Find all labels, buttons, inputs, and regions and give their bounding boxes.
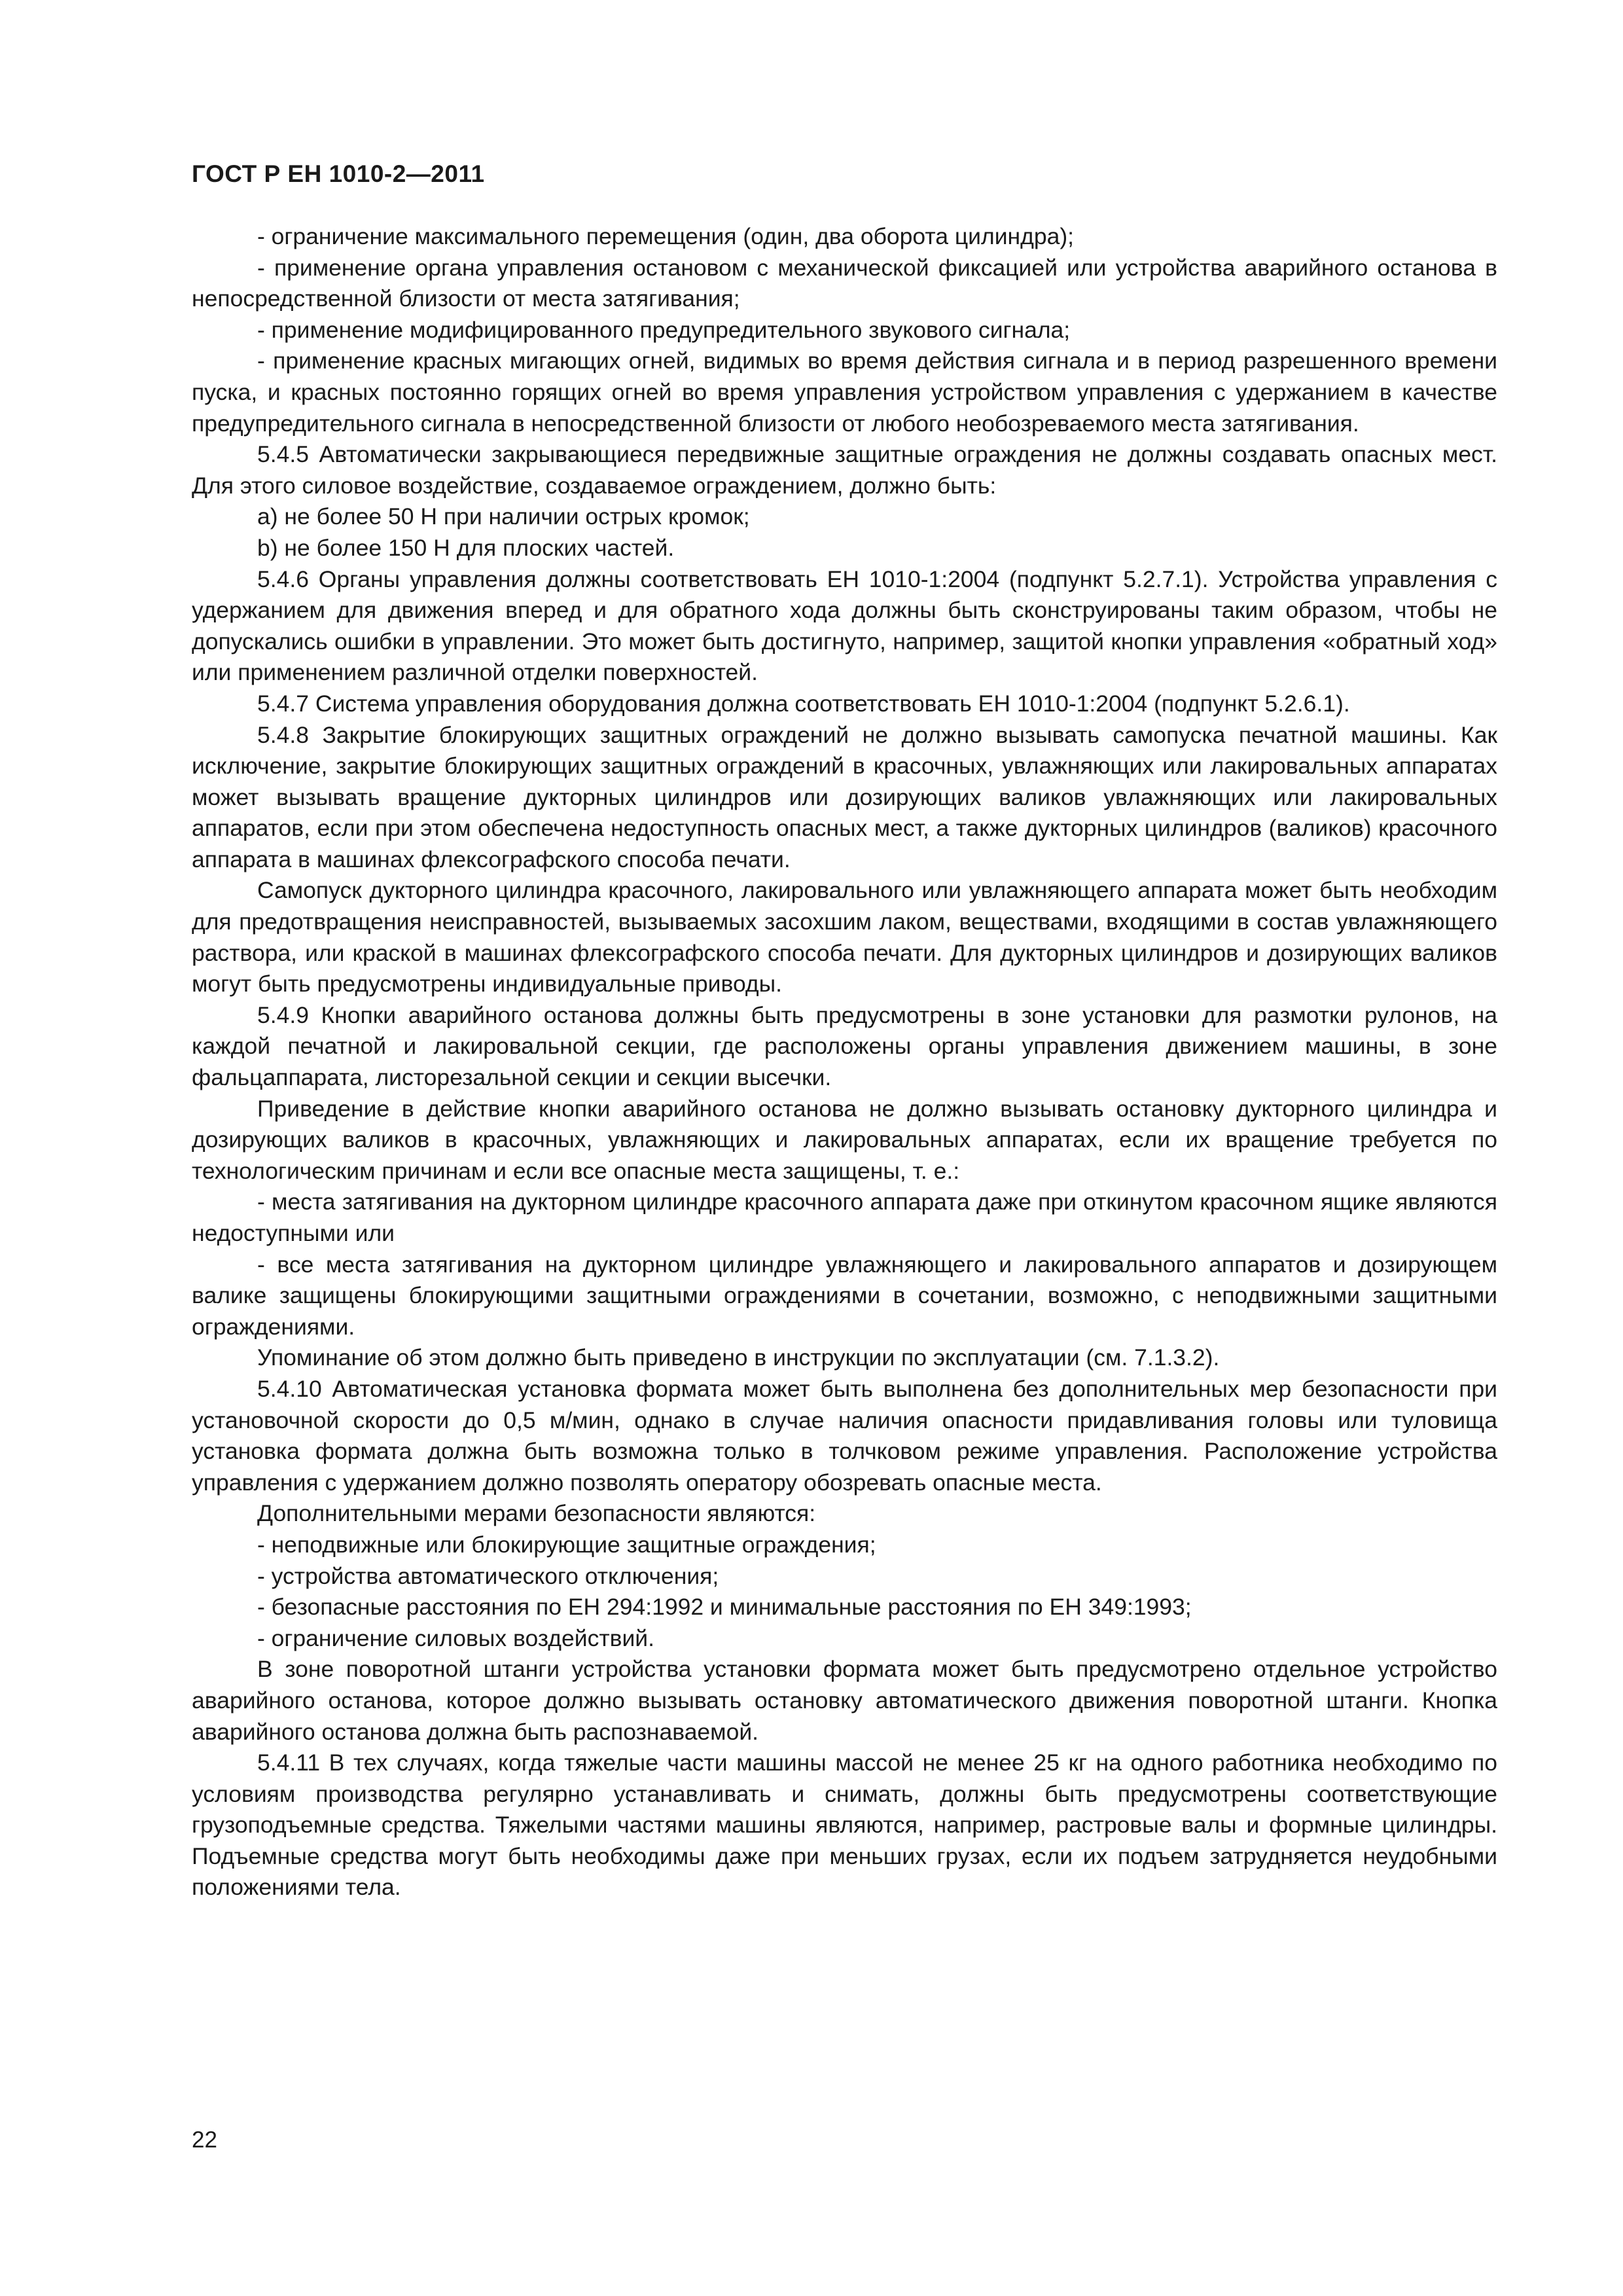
document-header-title: ГОСТ Р ЕН 1010-2—2011 bbox=[192, 160, 485, 187]
clause-5-4-6: 5.4.6 Органы управления должны соответствовать ЕН 1010-1:2004 (подпункт 5.2.7.1). Устройства управления с удержанием для движения вперед и для обратного хода должны быть сконструированы таким образом, чтобы не допускались ошибки в управлении. Это может быть достигнуто, например, защитой кнопки управления «обратный ход» или применением различной отделки поверхностей. bbox=[192, 565, 1497, 686]
paragraph: Приведение в действие кнопки аварийного останова не должно вызывать остановку дукторного цилиндра и дозирующих валиков в красочных, увлажняющих и лакировальных аппаратах, если их вращение требуется по технологическим причинам и если все опасные места защищены, т. е.: bbox=[192, 1095, 1497, 1184]
list-item: - ограничение силовых воздействий. bbox=[257, 1624, 654, 1651]
page-number: 22 bbox=[192, 2127, 217, 2153]
list-item: - применение красных мигающих огней, видимых во время действия сигнала и в период разрешенного времени пуска, и красных постоянно горящих огней во время управления устройством управления с удержанием в качестве предупредительного сигнала в непосредственной близости от любого необозреваемого места затягивания. bbox=[192, 348, 1497, 437]
paragraph: В зоне поворотной штанги устройства установки формата может быть предусмотрено отдельное устройство аварийного останова, которое должно вызывать остановку автоматического движения поворотной штанги. Кнопка аварийного останова должна быть распознаваемой. bbox=[192, 1656, 1497, 1745]
list-item: а) не более 50 Н при наличии острых кромок; bbox=[257, 503, 750, 530]
paragraph: Дополнительными мерами безопасности являются: bbox=[257, 1500, 816, 1527]
clause-5-4-9: 5.4.9 Кнопки аварийного останова должны быть предусмотрены в зоне установки для размотки рулонов, на каждой печатной и лакировальной секции, где расположены органы управления движением машины, в зоне фальцаппарата, листорезальной секции и секции высечки. bbox=[192, 1001, 1497, 1091]
clause-5-4-7: 5.4.7 Система управления оборудования должна соответствовать ЕН 1010-1:2004 (подпункт 5.2.6.1). bbox=[257, 690, 1350, 717]
list-item: - безопасные расстояния по ЕН 294:1992 и минимальные расстояния по ЕН 349:1993; bbox=[257, 1594, 1192, 1621]
list-item: - применение модифицированного предупредительного звукового сигнала; bbox=[257, 316, 1071, 343]
clause-5-4-5: 5.4.5 Автоматически закрывающиеся передвижные защитные ограждения не должны создавать опасных мест. Для этого силовое воздействие, создаваемое ограждением, должно быть: bbox=[192, 441, 1497, 499]
paragraph: Самопуск дукторного цилиндра красочного, лакировального или увлажняющего аппарата может быть необходим для предотвращения неисправностей, вызываемых засохшим лаком, веществами, входящими в состав увлажняющего раствора, или краской в машинах флексографского способа печати. Для дукторных цилиндров и дозирующих валиков могут быть предусмотрены индивидуальные приводы. bbox=[192, 877, 1497, 997]
paragraph: Упоминание об этом должно быть приведено в инструкции по эксплуатации (см. 7.1.3.2). bbox=[257, 1344, 1220, 1371]
list-item: - неподвижные или блокирующие защитные ограждения; bbox=[257, 1531, 876, 1558]
clause-5-4-11: 5.4.11 В тех случаях, когда тяжелые части машины массой не менее 25 кг на одного работника необходимо по условиям производства регулярно устанавливать и снимать, должны быть предусмотрены соответствующие грузоподъемные средства. Тяжелыми частями машины являются, например, растровые валы и формные цилиндры. Подъемные средства могут быть необходимы даже при меньших грузах, если их подъем затрудняется неудобными положениями тела. bbox=[192, 1749, 1497, 1901]
list-item: - места затягивания на дукторном цилиндре красочного аппарата даже при откинутом красочном ящике являются недоступными или bbox=[192, 1189, 1497, 1246]
clause-5-4-8: 5.4.8 Закрытие блокирующих защитных ограждений не должно вызывать самопуска печатной машины. Как исключение, закрытие блокирующих защитных ограждений в красочных, увлажняющих или лакировальных аппаратах может вызывать вращение дукторных цилиндров или дозирующих валиков увлажняющих или лакировальных аппаратов, если при этом обеспечена недоступность опасных мест, а также дукторных цилиндров (валиков) красочного аппарата в машинах флексографского способа печати. bbox=[192, 721, 1497, 872]
list-item: - применение органа управления остановом с механической фиксацией или устройства аварийного останова в непосредственной близости от места затягивания; bbox=[192, 254, 1497, 312]
document-body bbox=[192, 221, 1497, 1903]
list-item: - ограничение максимального перемещения (один, два оборота цилиндра); bbox=[257, 223, 1075, 249]
list-item: - устройства автоматического отключения; bbox=[257, 1562, 719, 1589]
list-item: - все места затягивания на дукторном цилиндре увлажняющего и лакировального аппаратов и дозирующем валике защищены блокирующими защитными ограждениями в сочетании, возможно, с неподвижными защитными ограждениями. bbox=[192, 1251, 1497, 1340]
clause-5-4-10: 5.4.10 Автоматическая установка формата может быть выполнена без дополнительных мер безопасности при установочной скорости до 0,5 м/мин, однако в случае наличия опасности придавливания головы или туловища установка формата должна быть возможна только в толчковом режиме управления. Расположение устройства управления с удержанием должно позволять оператору обозревать опасные места. bbox=[192, 1375, 1497, 1496]
list-item: b) не более 150 Н для плоских частей. bbox=[257, 534, 675, 561]
